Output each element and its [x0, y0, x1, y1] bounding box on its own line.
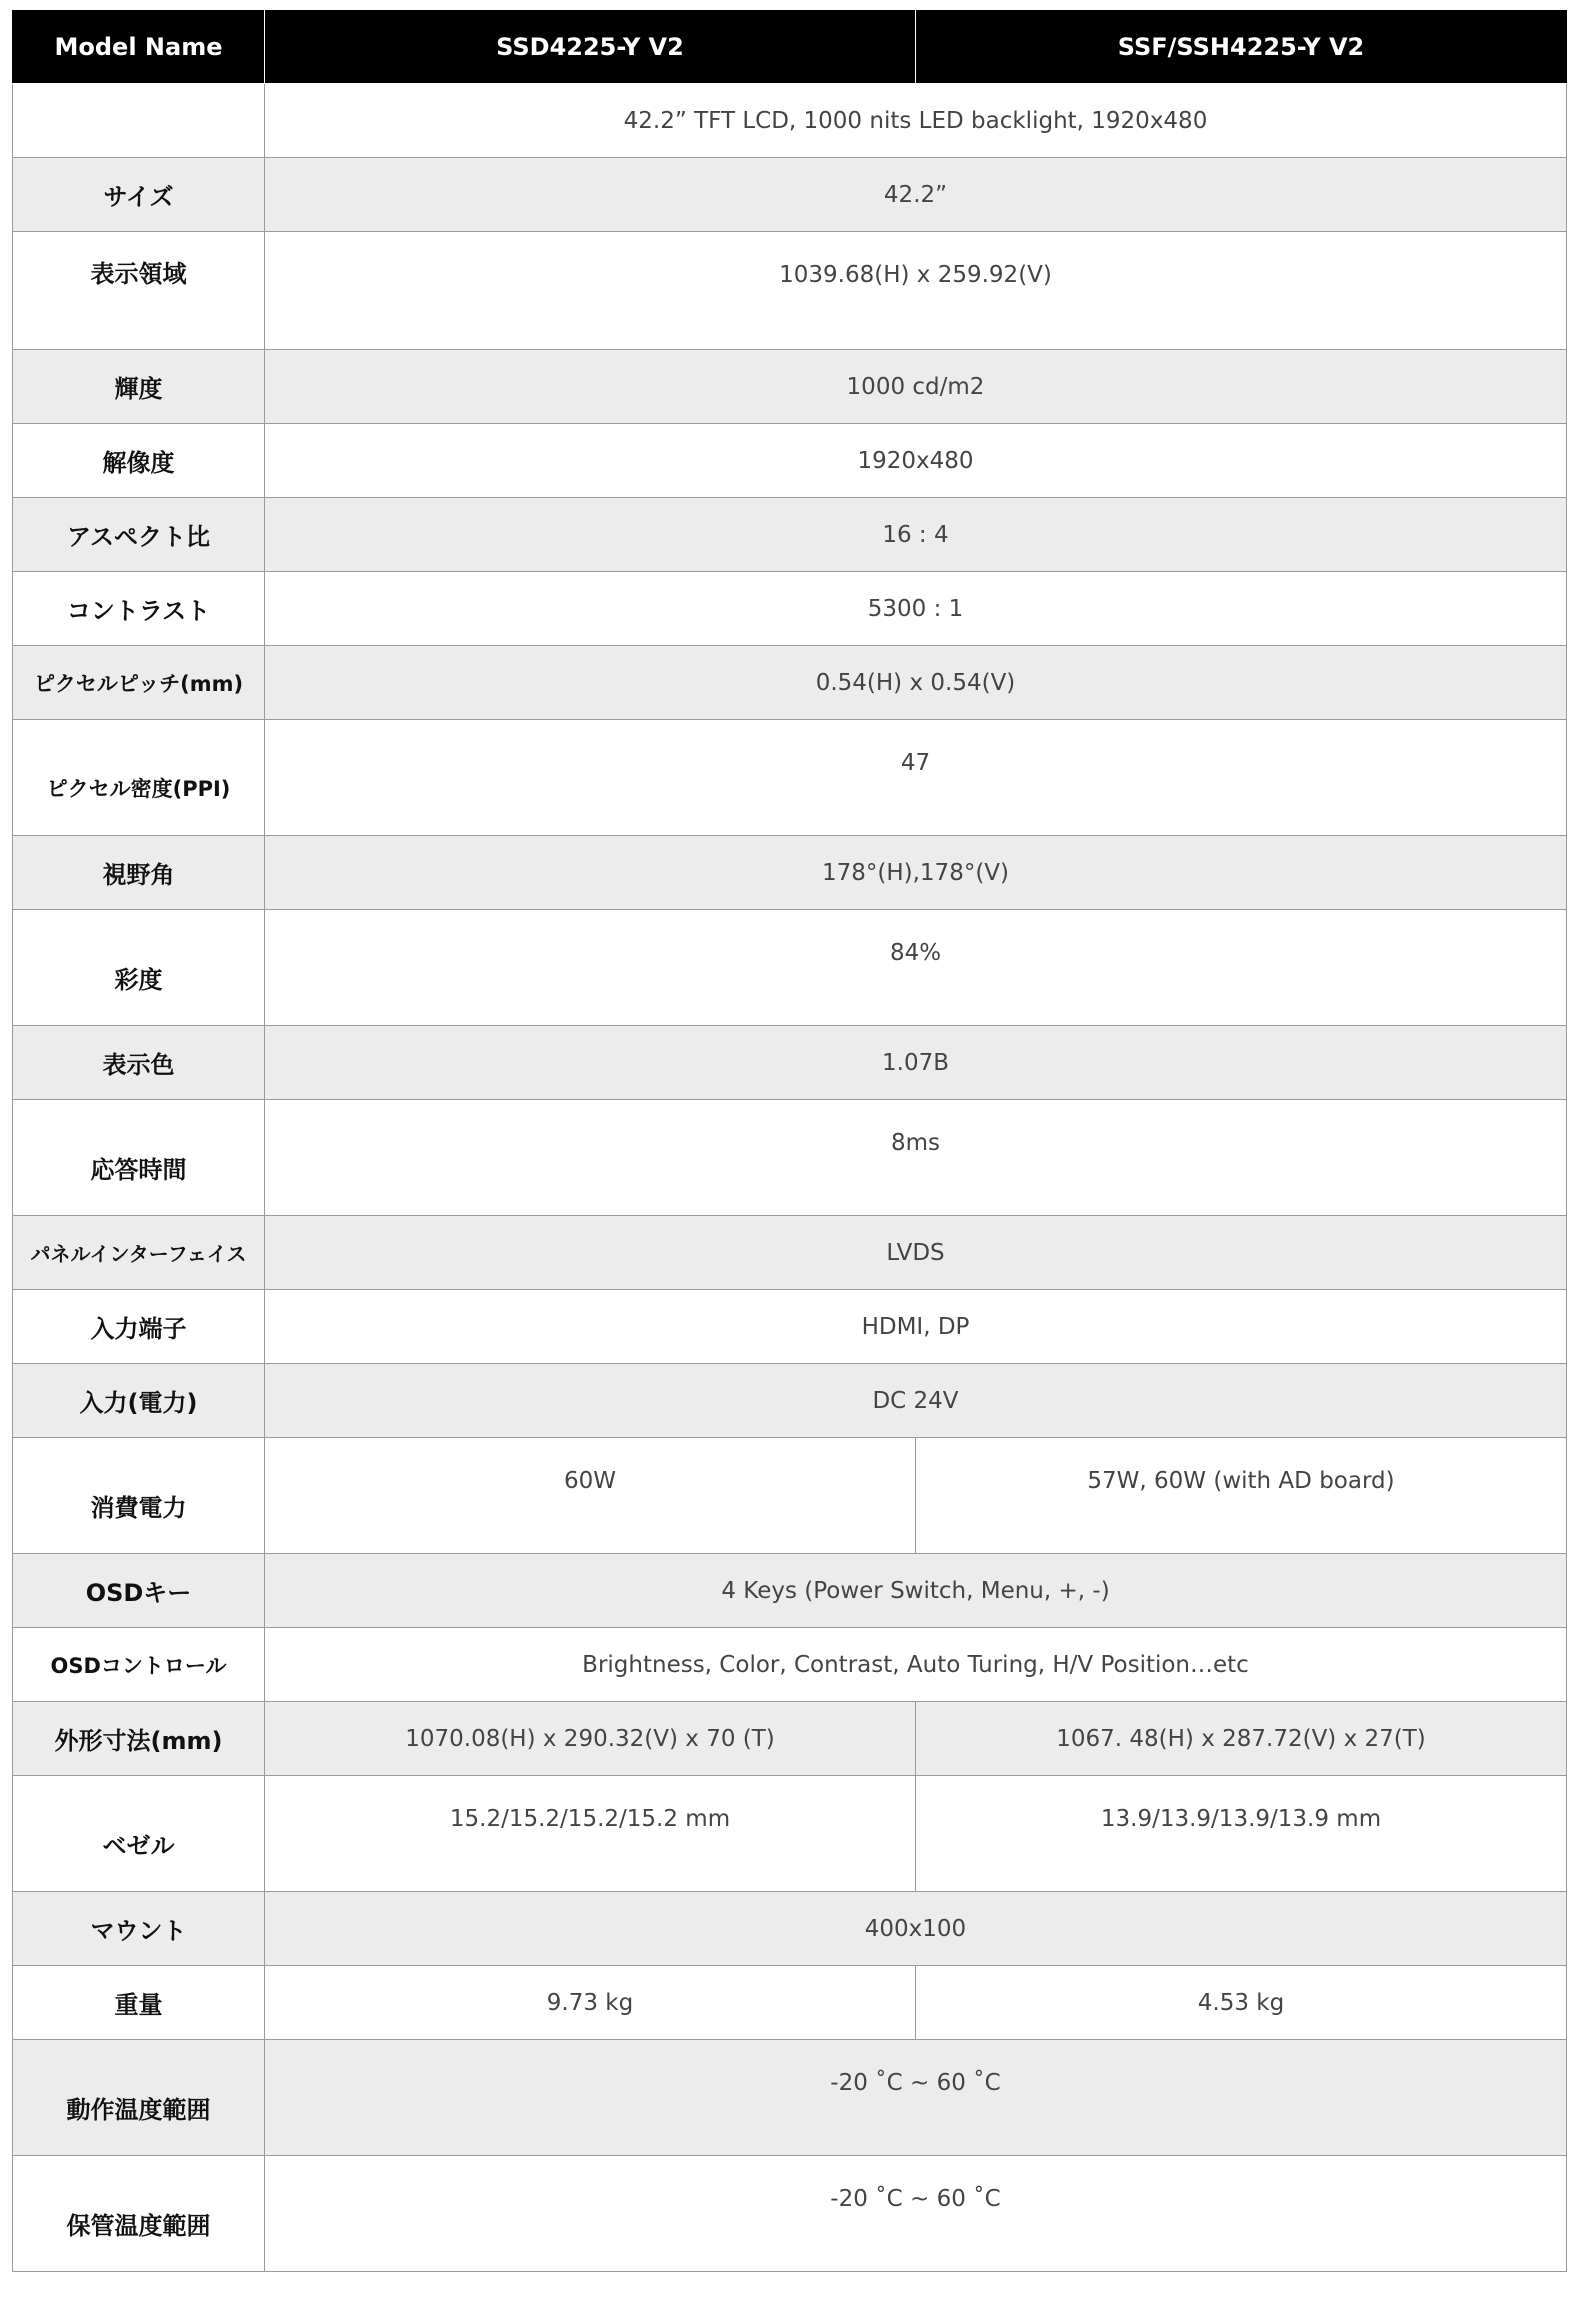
row-value-model-a: 1070.08(H) x 290.32(V) x 70 (T): [265, 1702, 916, 1776]
table-row-size: [13, 158, 1567, 232]
table-row-dimensions: [13, 1702, 1567, 1776]
table-row-pixel-pitch: [13, 646, 1567, 720]
row-label: 表示領域: [13, 232, 265, 350]
table-row-bezel: [13, 1776, 1567, 1892]
row-value: 1000 cd/m2: [265, 350, 1567, 424]
row-value: 1920x480: [265, 424, 1567, 498]
table-row-power-input: [13, 1364, 1567, 1438]
row-value-model-b: 57W, 60W (with AD board): [916, 1438, 1567, 1554]
row-label: ピクセル密度(PPI): [13, 720, 265, 836]
row-label: 輝度: [13, 350, 265, 424]
table-row-pixel-density: [13, 720, 1567, 836]
row-label: 表示色: [13, 1026, 265, 1100]
row-label: 重量: [13, 1966, 265, 2040]
row-label: OSDキー: [13, 1554, 265, 1628]
row-value-model-a: 9.73 kg: [265, 1966, 916, 2040]
row-value: Brightness, Color, Contrast, Auto Turing, H/V Position…etc: [265, 1628, 1567, 1702]
table-row-display-colors: [13, 1026, 1567, 1100]
row-label: 消費電力: [13, 1438, 265, 1554]
row-value: 8ms: [265, 1100, 1567, 1216]
row-value: -20 ˚C ~ 60 ˚C: [265, 2040, 1567, 2156]
row-value: 42.2” TFT LCD, 1000 nits LED backlight, 1920x480: [265, 84, 1567, 158]
row-value: HDMI, DP: [265, 1290, 1567, 1364]
table-row-color-saturation: [13, 910, 1567, 1026]
table-row-resolution: [13, 424, 1567, 498]
row-label: ピクセルピッチ(mm): [13, 646, 265, 720]
table-row-response-time: [13, 1100, 1567, 1216]
row-label: 動作温度範囲: [13, 2040, 265, 2156]
table-row-power-consumption: [13, 1438, 1567, 1554]
table-row-osd-keys: [13, 1554, 1567, 1628]
table-row-panel: [13, 84, 1567, 158]
header-model-a: SSD4225-Y V2: [265, 11, 916, 84]
row-label: OSDコントロール: [13, 1628, 265, 1702]
row-label: [13, 84, 265, 158]
row-value: 178°(H),178°(V): [265, 836, 1567, 910]
table-row-contrast: [13, 572, 1567, 646]
row-label: 彩度: [13, 910, 265, 1026]
row-label: コントラスト: [13, 572, 265, 646]
row-value-model-b: 13.9/13.9/13.9/13.9 mm: [916, 1776, 1567, 1892]
row-value: 16 : 4: [265, 498, 1567, 572]
row-label: 入力端子: [13, 1290, 265, 1364]
row-value: 47: [265, 720, 1567, 836]
row-value: 1039.68(H) x 259.92(V): [265, 232, 1567, 350]
table-row-input-terminals: [13, 1290, 1567, 1364]
table-header-row: [13, 11, 1567, 84]
table-row-weight: [13, 1966, 1567, 2040]
row-value: DC 24V: [265, 1364, 1567, 1438]
row-label: 保管温度範囲: [13, 2156, 265, 2272]
row-label: パネルインターフェイス: [13, 1216, 265, 1290]
table-row-storage-temperature: [13, 2156, 1567, 2272]
table-row-viewing-angle: [13, 836, 1567, 910]
row-value: LVDS: [265, 1216, 1567, 1290]
row-label: 応答時間: [13, 1100, 265, 1216]
row-value: 42.2”: [265, 158, 1567, 232]
row-value: -20 ˚C ~ 60 ˚C: [265, 2156, 1567, 2272]
row-value: 1.07B: [265, 1026, 1567, 1100]
row-label: 入力(電力): [13, 1364, 265, 1438]
row-value: 0.54(H) x 0.54(V): [265, 646, 1567, 720]
table-row-brightness: [13, 350, 1567, 424]
row-label: 外形寸法(mm): [13, 1702, 265, 1776]
table-row-operating-temperature: [13, 2040, 1567, 2156]
row-label: 視野角: [13, 836, 265, 910]
row-value-model-a: 15.2/15.2/15.2/15.2 mm: [265, 1776, 916, 1892]
table-row-aspect-ratio: [13, 498, 1567, 572]
row-label: アスペクト比: [13, 498, 265, 572]
table-row-display-area: [13, 232, 1567, 350]
header-model-b: SSF/SSH4225-Y V2: [916, 11, 1567, 84]
row-value-model-b: 1067. 48(H) x 287.72(V) x 27(T): [916, 1702, 1567, 1776]
row-label: ベゼル: [13, 1776, 265, 1892]
table-row-osd-control: [13, 1628, 1567, 1702]
row-label: マウント: [13, 1892, 265, 1966]
spec-table: [12, 10, 1567, 2272]
row-value: 400x100: [265, 1892, 1567, 1966]
table-row-panel-interface: [13, 1216, 1567, 1290]
row-value: 84%: [265, 910, 1567, 1026]
row-value: 5300 : 1: [265, 572, 1567, 646]
row-label: 解像度: [13, 424, 265, 498]
row-value-model-b: 4.53 kg: [916, 1966, 1567, 2040]
table-row-mount: [13, 1892, 1567, 1966]
row-value-model-a: 60W: [265, 1438, 916, 1554]
row-value: 4 Keys (Power Switch, Menu, +, -): [265, 1554, 1567, 1628]
header-model-name: Model Name: [13, 11, 265, 84]
row-label: サイズ: [13, 158, 265, 232]
